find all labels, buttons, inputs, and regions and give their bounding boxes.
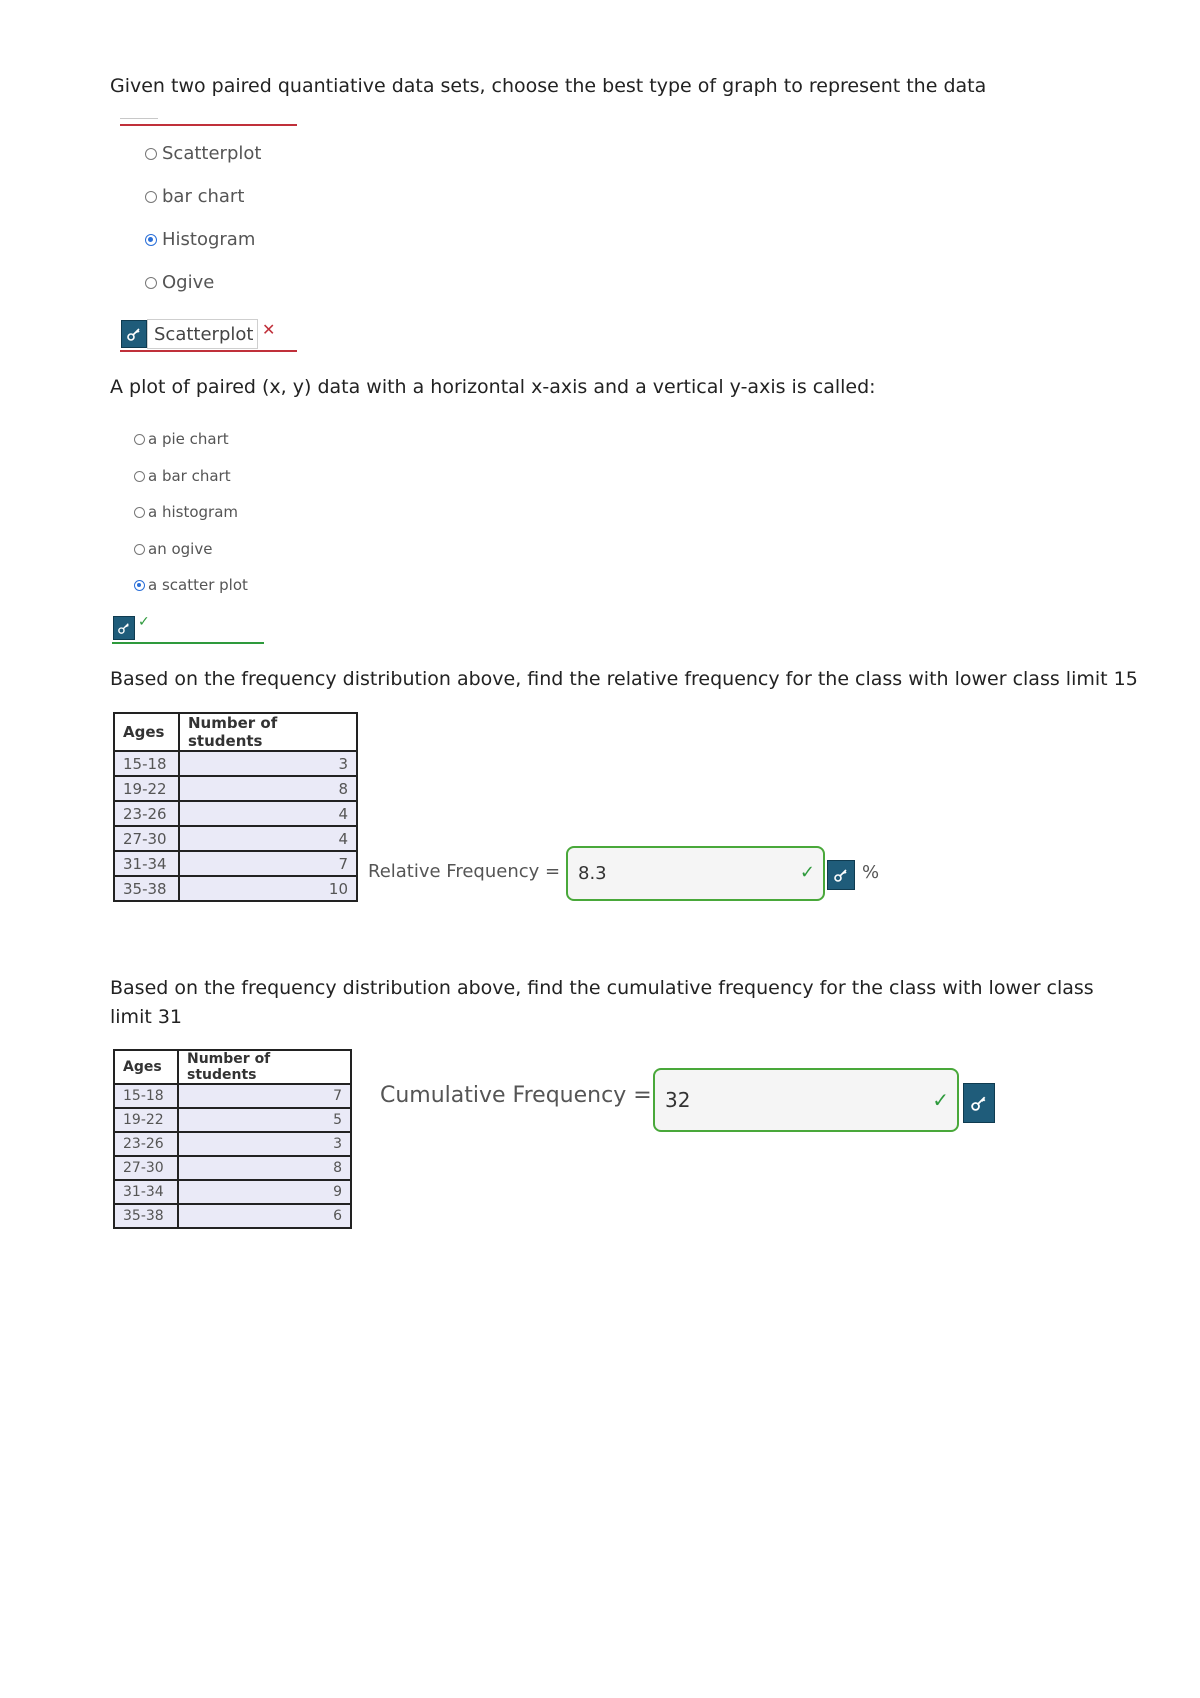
table-row [114, 1180, 351, 1204]
table-cell: 27-30 [114, 826, 179, 851]
table-cell: 31-34 [114, 1180, 178, 1204]
table-row [114, 826, 357, 851]
radio-button[interactable] [134, 434, 145, 445]
table-row [114, 1108, 351, 1132]
input-value: 32 [665, 1088, 691, 1112]
answer-key-button[interactable] [963, 1083, 995, 1123]
check-icon: ✓ [932, 1088, 949, 1112]
question-1-text: Given two paired quantiative data sets, choose the best type of graph to represent the data [110, 75, 987, 97]
relative-frequency-label: Relative Frequency = [368, 861, 561, 882]
answer-key-button[interactable] [121, 320, 147, 348]
table-cell: 10 [179, 876, 357, 901]
table-row [114, 776, 357, 801]
table-cell: 8 [178, 1156, 351, 1180]
divider [120, 124, 297, 126]
cumulative-frequency-label: Cumulative Frequency = [380, 1083, 652, 1108]
q2-option-pie-chart[interactable]: a pie chart [134, 430, 229, 448]
answer-key-button[interactable] [113, 616, 135, 640]
q1-option-bar-chart[interactable]: bar chart [145, 186, 244, 207]
question-2-text: A plot of paired (x, y) data with a horizontal x-axis and a vertical y-axis is called: [110, 376, 876, 398]
divider [120, 350, 297, 352]
input-value: 8.3 [578, 863, 607, 884]
table-cell: 8 [179, 776, 357, 801]
table-row [114, 876, 357, 901]
radio-button-selected[interactable] [145, 234, 157, 246]
table-cell: 19-22 [114, 776, 179, 801]
table-header-ages: Ages [114, 713, 179, 751]
radio-button[interactable] [134, 544, 145, 555]
table-row [114, 1084, 351, 1108]
divider [112, 642, 264, 644]
frequency-table [113, 712, 358, 902]
table-cell: 23-26 [114, 1132, 178, 1156]
table-cell: 35-38 [114, 876, 179, 901]
question-4-text: Based on the frequency distribution above, find the cumulative frequency for the class with lower class limit 31 [110, 977, 1094, 1028]
divider [120, 118, 158, 119]
key-icon [971, 1095, 987, 1111]
relative-frequency-input[interactable] [566, 846, 825, 901]
key-icon [834, 868, 848, 882]
table-row [114, 851, 357, 876]
q2-option-histogram[interactable]: a histogram [134, 503, 238, 521]
key-icon [118, 622, 130, 634]
unit-label: % [862, 862, 880, 883]
table-cell: 9 [178, 1180, 351, 1204]
table-cell: 6 [178, 1204, 351, 1228]
table-cell: 23-26 [114, 801, 179, 826]
table-header-students: Number of students [179, 713, 357, 751]
table-row [114, 801, 357, 826]
key-icon [127, 327, 141, 341]
table-cell: 15-18 [114, 751, 179, 776]
radio-button[interactable] [145, 148, 157, 160]
x-icon: ✕ [262, 320, 276, 339]
table-cell: 3 [179, 751, 357, 776]
radio-button-selected[interactable] [134, 580, 145, 591]
table-cell: 31-34 [114, 851, 179, 876]
radio-button[interactable] [145, 191, 157, 203]
radio-button[interactable] [145, 277, 157, 289]
check-icon: ✓ [138, 614, 150, 630]
q2-option-bar-chart[interactable]: a bar chart [134, 467, 231, 485]
table-cell: 19-22 [114, 1108, 178, 1132]
q1-option-ogive[interactable]: Ogive [145, 272, 214, 293]
radio-button[interactable] [134, 471, 145, 482]
correct-answer-label: Scatterplot [154, 323, 254, 345]
answer-key-button[interactable] [827, 860, 855, 890]
radio-button[interactable] [134, 507, 145, 518]
table-cell: 15-18 [114, 1084, 178, 1108]
table-cell: 4 [179, 826, 357, 851]
table-row [114, 1204, 351, 1228]
frequency-table [113, 1049, 352, 1229]
table-cell: 4 [179, 801, 357, 826]
table-cell: 35-38 [114, 1204, 178, 1228]
q2-option-scatter-plot[interactable]: a scatter plot [134, 576, 248, 594]
table-cell: 7 [178, 1084, 351, 1108]
table-row [114, 1132, 351, 1156]
table-row [114, 1156, 351, 1180]
question-3-text: Based on the frequency distribution above, find the relative frequency for the class with lower class limit 15 [110, 668, 1138, 690]
table-cell: 5 [178, 1108, 351, 1132]
table-cell: 7 [179, 851, 357, 876]
correct-answer-box [147, 319, 258, 349]
table-cell: 3 [178, 1132, 351, 1156]
table-header-students: Number of students [178, 1050, 351, 1084]
q1-option-scatterplot[interactable]: Scatterplot [145, 143, 261, 164]
q2-option-ogive[interactable]: an ogive [134, 540, 212, 558]
check-icon: ✓ [799, 862, 815, 883]
cumulative-frequency-input[interactable] [653, 1068, 959, 1132]
table-cell: 27-30 [114, 1156, 178, 1180]
q1-option-histogram[interactable]: Histogram [145, 229, 255, 250]
table-header-ages: Ages [114, 1050, 178, 1084]
table-row [114, 751, 357, 776]
